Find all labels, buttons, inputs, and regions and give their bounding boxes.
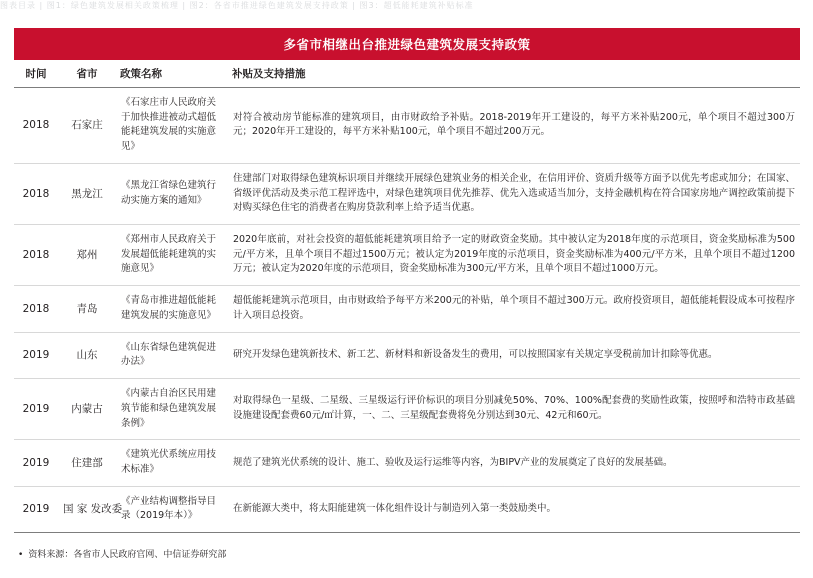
- cell-province: 山东: [58, 332, 116, 378]
- cell-time: 2019: [14, 332, 58, 378]
- cell-province: 郑州: [58, 225, 116, 286]
- cell-measure: 对取得绿色一星级、二星级、三星级运行评价标识的项目分别减免50%、70%、100%配套费的奖励性政策，按照呼和浩特市政基础设施建设配套费60元/㎡计算，一、二、三星级配套费将免分别达到30元、42元和60元。: [228, 379, 800, 440]
- cell-time: 2019: [14, 486, 58, 532]
- cell-policy: 《产业结构调整指导目录（2019年本）》: [116, 486, 228, 532]
- cell-time: 2019: [14, 440, 58, 486]
- column-header-policy: 政策名称: [116, 60, 228, 88]
- table-row: [14, 286, 800, 332]
- cell-province: 石家庄: [58, 88, 116, 164]
- table-row: [14, 225, 800, 286]
- cell-policy: 《石家庄市人民政府关于加快推进被动式超低能耗建筑发展的实施意见》: [116, 88, 228, 164]
- column-header-measure: 补贴及支持措施: [228, 60, 800, 88]
- cell-time: 2018: [14, 88, 58, 164]
- table-row: [14, 486, 800, 532]
- cell-measure: 在新能源大类中，将太阳能建筑一体化组件设计与制造列入第一类鼓励类中。: [228, 486, 800, 532]
- cell-measure: 研究开发绿色建筑新技术、新工艺、新材料和新设备发生的费用，可以按照国家有关规定享受税前加计扣除等优惠。: [228, 332, 800, 378]
- cell-time: 2018: [14, 225, 58, 286]
- cell-time: 2018: [14, 286, 58, 332]
- table-row: [14, 332, 800, 378]
- cell-time: 2019: [14, 379, 58, 440]
- top-cropped-text: 图表目录 | 图1：绿色建筑发展相关政策梳理 | 图2：各省市推进绿色建筑发展支持政策 | 图3：超低能耗建筑补贴标准: [0, 1, 474, 10]
- table-title: 多省市相继出台推进绿色建筑发展支持政策: [14, 28, 800, 60]
- table-row: [14, 440, 800, 486]
- policy-table: [14, 60, 800, 533]
- cell-policy: 《青岛市推进超低能耗建筑发展的实施意见》: [116, 286, 228, 332]
- cell-time: 2018: [14, 163, 58, 224]
- cell-measure: 住建部门对取得绿色建筑标识项目并继续开展绿色建筑业务的相关企业，在信用评价、资质升级等方面予以优先考虑或加分；在国家、省级评优活动及类示范工程评选中，对绿色建筑项目优先推荐、优先入选或适当加分，支持金融机构在符合国家房地产调控政策前提下对购买绿色住宅的消费者在购房贷款利率上给予适当优惠。: [228, 163, 800, 224]
- cell-province: 内蒙古: [58, 379, 116, 440]
- cell-policy: 《内蒙古自治区民用建筑节能和绿色建筑发展条例》: [116, 379, 228, 440]
- cell-policy: 《建筑光伏系统应用技术标准》: [116, 440, 228, 486]
- cell-province: 国 家 发改委: [58, 486, 116, 532]
- source-note: [18, 547, 226, 560]
- source-text: 资料来源：各省市人民政府官网、中信证券研究部: [28, 550, 227, 560]
- cell-policy: 《黑龙江省绿色建筑行动实施方案的通知》: [116, 163, 228, 224]
- cell-policy: 《山东省绿色建筑促进办法》: [116, 332, 228, 378]
- table-header-row: [14, 60, 800, 88]
- cell-province: 住建部: [58, 440, 116, 486]
- cell-measure: 超低能耗建筑示范项目，由市财政给予每平方米200元的补贴，单个项目不超过300万元。政府投资项目，超低能耗假设成本可按程序计入项目总投资。: [228, 286, 800, 332]
- policy-table-container: [14, 28, 800, 533]
- table-row: [14, 379, 800, 440]
- column-header-time: 时间: [14, 60, 58, 88]
- table-row: [14, 88, 800, 164]
- cell-measure: 对符合被动房节能标准的建筑项目，由市财政给予补贴。2018-2019年开工建设的，每平方米补贴200元，单个项目不超过300万元；2020年开工建设的，每平方米补贴100元，单个项目不超过200万元。: [228, 88, 800, 164]
- column-header-province: 省市: [58, 60, 116, 88]
- bullet-icon: •: [18, 550, 24, 560]
- cell-province: 青岛: [58, 286, 116, 332]
- cell-measure: 2020年底前，对社会投资的超低能耗建筑项目给予一定的财政资金奖励。其中被认定为2018年度的示范项目，资金奖励标准为500元/平方米，且单个项目不超过1500万元；被认定为2019年度的示范项目，资金奖励标准为400元/平方米，且单个项目不超过1200万元；被认定为2020年度的示范项目，资金奖励标准为300元/平方米，且单个项目不超过1000万元。: [228, 225, 800, 286]
- cell-province: 黑龙江: [58, 163, 116, 224]
- cell-policy: 《郑州市人民政府关于发展超低能耗建筑的实施意见》: [116, 225, 228, 286]
- table-row: [14, 163, 800, 224]
- cell-measure: 规范了建筑光伏系统的设计、施工、验收及运行运维等内容，为BIPV产业的发展奠定了良好的发展基础。: [228, 440, 800, 486]
